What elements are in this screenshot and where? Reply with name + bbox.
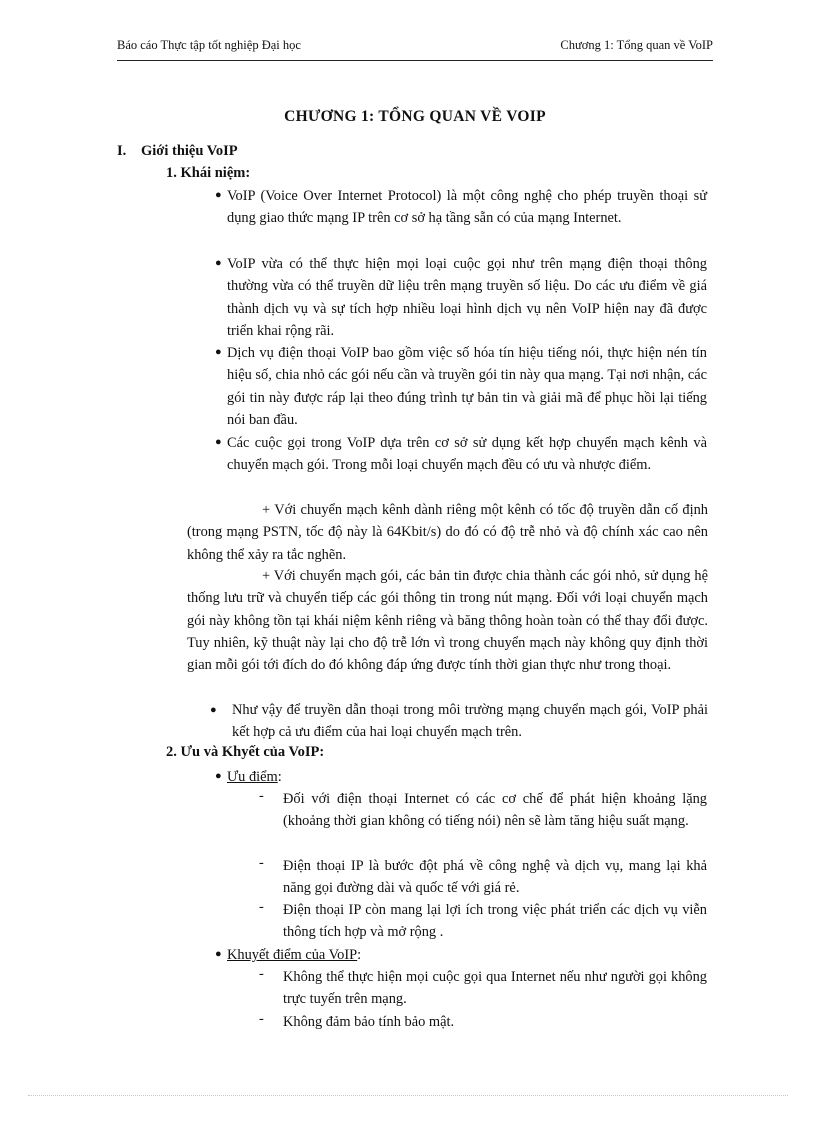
- bullet-icon: ●: [215, 257, 222, 269]
- bullet-text-1: VoIP (Voice Over Internet Protocol) là một công nghệ cho phép truyền thoại sử dụng giao thức mạng IP trên cơ sở hạ tầng sẵn có của mạng Internet.: [227, 188, 707, 227]
- bullet-icon: ●: [215, 770, 222, 782]
- advantages-suffix: :: [277, 769, 282, 785]
- plus-paragraph-2: + Với chuyển mạch gói, các bản tin được chia thành các gói nhỏ, sử dụng hệ thống lưu trữ và chuyển tiếp các gói thông tin trong nút mạng. Đối với loại chuyển mạch gói này không tồn tại khái niệm kênh riêng và băng thông hoàn toàn có thể thay đổi được. Tuy nhiên, kỹ thuật này lại cho độ trễ lớn vì trong chuyển mạch này không quy định thời gian mỗi gói tới đích do đó không đáp ứng được tính thời gian thực như trong thoại.: [187, 568, 708, 674]
- disadvantages-label: Khuyết điểm của VoIP: [227, 947, 358, 963]
- advantages-label: Ưu điểm: [227, 769, 278, 785]
- disadvantages-heading: [227, 944, 361, 966]
- page-bottom-divider: [28, 1095, 788, 1096]
- bullet-icon: ●: [215, 189, 222, 201]
- dash-icon: -: [259, 855, 264, 871]
- section-heading: [117, 143, 238, 160]
- bullet-icon: ●: [215, 436, 222, 448]
- advantage-item-2: Điện thoại IP là bước đột phá về công nghệ và dịch vụ, mang lại khả năng gọi đường dài và quốc tế với giá rẻ.: [283, 858, 707, 897]
- page-header: [117, 38, 713, 61]
- summary-bullet-text: Như vậy để truyền dẫn thoại trong môi trường mạng chuyển mạch gói, VoIP phải kết hợp cả ưu điểm của hai loại chuyển mạch trên.: [232, 702, 708, 741]
- chapter-title: CHƯƠNG 1: TỔNG QUAN VỀ VOIP: [284, 108, 546, 125]
- advantages-heading: [227, 766, 282, 788]
- bullet-icon: ●: [215, 948, 222, 960]
- dash-icon: -: [259, 899, 264, 915]
- dash-icon: -: [259, 966, 264, 982]
- bullet-text-2: VoIP vừa có thể thực hiện mọi loại cuộc gọi như trên mạng điện thoại thông thường vừa có thể truyền dữ liệu trên mạng truyền số liệu. Do các ưu điểm về giá thành dịch vụ và sự tích hợp nhiều loại hình dịch vụ nên VoIP hiện nay đã được triển khai rộng rãi.: [227, 256, 707, 339]
- dash-icon: -: [259, 1011, 264, 1027]
- header-left: Báo cáo Thực tập tốt nghiệp Đại học: [117, 38, 301, 52]
- bullet-text-4: Các cuộc gọi trong VoIP dựa trên cơ sở sử dụng kết hợp chuyển mạch kênh và chuyển mạch gói. Trong mỗi loại chuyển mạch đều có ưu và nhược điểm.: [227, 435, 707, 474]
- subsection-heading-1: 1. Khái niệm:: [166, 165, 251, 181]
- bullet-icon: ●: [215, 346, 222, 358]
- disadvantage-item-1: Không thể thực hiện mọi cuộc gọi qua Internet nếu như người gọi không trực tuyến trên mạng.: [283, 969, 707, 1008]
- disadvantages-suffix: :: [357, 947, 362, 963]
- dash-icon: -: [259, 788, 264, 804]
- header-right: Chương 1: Tổng quan về VoIP: [560, 38, 713, 52]
- disadvantage-item-2: Không đảm bảo tính bảo mật.: [283, 1014, 455, 1030]
- subsection-heading-2: 2. Ưu và Khyết của VoIP:: [166, 744, 325, 760]
- bullet-icon: ●: [210, 704, 217, 716]
- section-label: Giới thiệu VoIP: [141, 143, 238, 159]
- section-number: I.: [117, 143, 127, 159]
- advantage-item-1: Đối với điện thoại Internet có các cơ chế để phát hiện khoảng lặng (khoảng thời gian không có tiếng nói) nên sẽ làm tăng hiệu suất mạng.: [283, 791, 707, 830]
- bullet-text-3: Dịch vụ điện thoại VoIP bao gồm việc số hóa tín hiệu tiếng nói, thực hiện nén tín hiệu số, chia nhỏ các gói nếu cần và truyền gói tin này qua mạng. Tại nơi nhận, các gói tin này được ráp lại theo đúng trình tự bản tin và giải mã để phục hồi lại tiếng nói ban đầu.: [227, 345, 707, 428]
- advantage-item-3: Điện thoại IP còn mang lại lợi ích trong việc phát triển các dịch vụ viễn thông tích hợp và mở rộng .: [283, 902, 707, 941]
- plus-paragraph-1: + Với chuyển mạch kênh dành riêng một kênh có tốc độ truyền dẫn cố định (trong mạng PSTN, tốc độ này là 64Kbit/s) do đó có độ trễ nhỏ và độ chính xác cao nên không thể xảy ra tắc nghẽn.: [187, 502, 708, 563]
